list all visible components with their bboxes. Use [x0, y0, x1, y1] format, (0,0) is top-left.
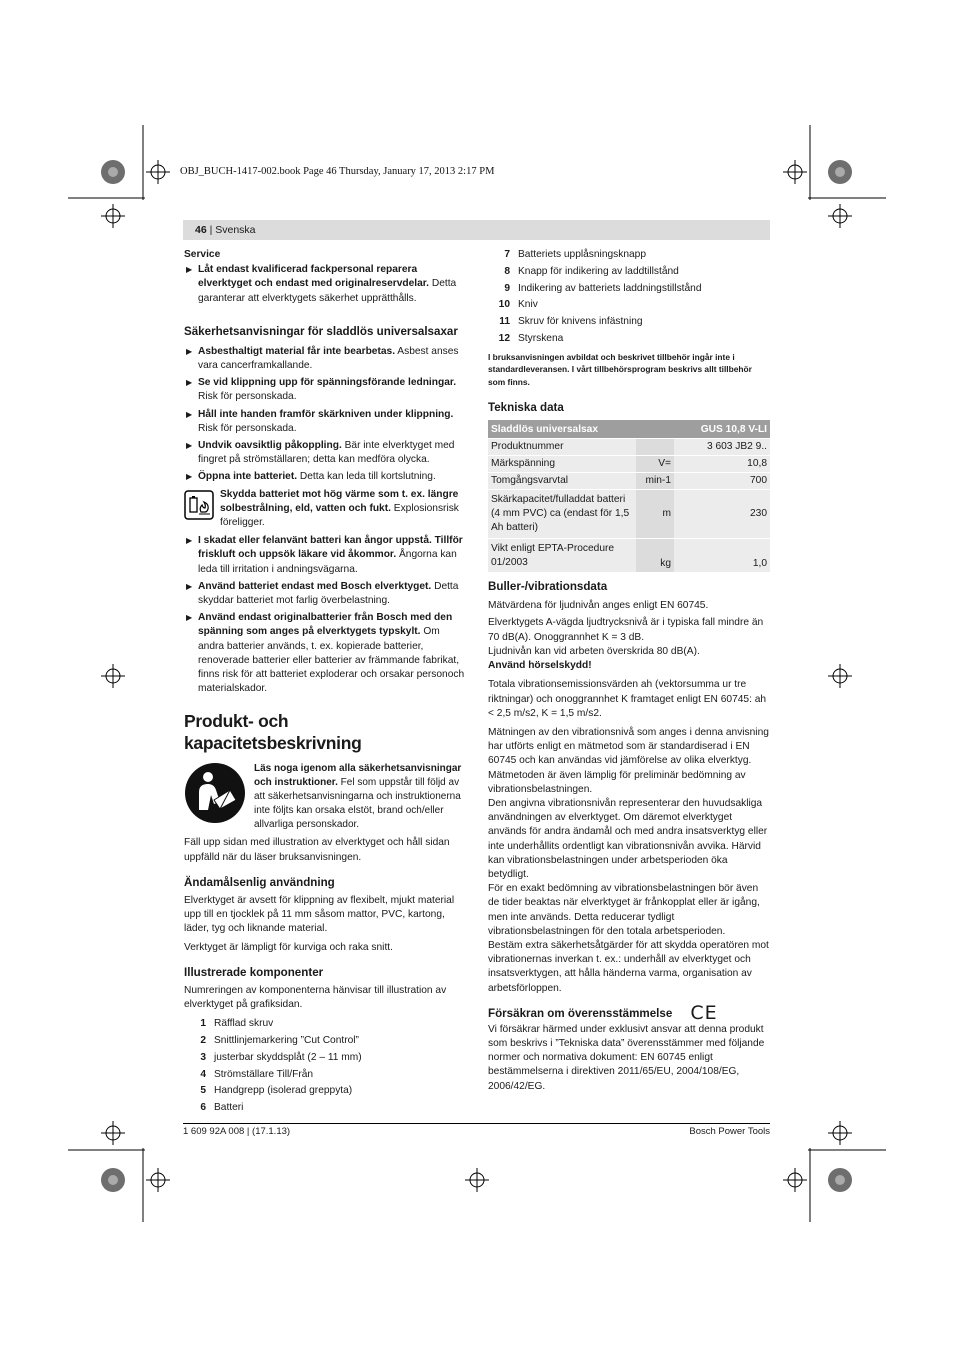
- bullet-bold: I skadat eller felanvänt batteri kan ångor uppstå. Tillför friskluft och uppsök läkare vid åkommor.: [198, 535, 463, 561]
- noise-p5: Totala vibrationsemissionsvärden ah (vektorsumma ur tre riktningar) och onoggrannhet K framtaget enligt EN 60745: ah < 2,5 m/s2, K = 1,5 m/s2.: [488, 679, 767, 719]
- noise-p1: Mätvärdena för ljudnivån anges enligt EN 60745.: [488, 600, 709, 612]
- table-cell-unit: V=: [636, 456, 674, 473]
- conformity-heading: Försäkran om överensstämmelse: [488, 1006, 673, 1020]
- components-list-right: [488, 247, 770, 348]
- bullet-bold: Använd batteriet endast med Bosch elverktyget.: [198, 580, 432, 592]
- read-instructions-text: Fel som uppstår till följd av att säkerhetsanvisningarna och instruktionerna inte följts kan orsaka elstöt, brand och/eller allvarliga personskador.: [254, 777, 461, 831]
- noise-p3: Ljudnivån kan vid arbeten överskrida 80 dB(A).: [488, 645, 700, 657]
- accessory-note: I bruksanvisningen avbildat och beskrivet tillbehör ingår inte i standardleveransen. I vårt tillbehörsprogram beskrivs allt tillbehör som finns.: [488, 351, 752, 387]
- use-text-2: Verktyget är lämpligt för kurviga och raka snitt.: [184, 941, 393, 953]
- item-number: 4: [200, 1068, 206, 1080]
- item-number: 7: [504, 249, 510, 260]
- bullet-text: Risk för personskada.: [198, 422, 297, 434]
- noise-heading: Buller-/vibrationsdata: [488, 580, 608, 594]
- list-item: [184, 1016, 466, 1033]
- item-label: Knapp för indikering av laddtillstånd: [518, 265, 679, 277]
- list-item: [488, 247, 770, 264]
- list-item: [184, 1050, 466, 1067]
- heat-warning-text: Explosionsrisk föreligger.: [220, 502, 459, 529]
- table-cell-unit: [636, 439, 674, 456]
- list-item: [184, 1083, 466, 1100]
- item-label: justerbar skyddsplåt (2 – 11 mm): [214, 1051, 362, 1063]
- table-cell-value: 230: [674, 490, 770, 539]
- item-label: Batteriets upplåsningsknapp: [518, 249, 646, 260]
- noise-p9: Bestäm extra säkerhetsåtgärder för att skydda operatören mot vibrationernas inverkan t. ex.: underhåll av elverktyget och insatsverktygen, att hålla händerna varma, organisation av arbetsförloppen.: [488, 939, 769, 994]
- item-label: Handgrepp (isolerad greppyta): [214, 1085, 353, 1097]
- item-number: 5: [200, 1085, 206, 1097]
- item-number: 3: [200, 1051, 206, 1063]
- bullet-text: Detta skyddar batteriet mot farlig överbelastning.: [198, 580, 459, 607]
- noise-p8: För en exakt bedömning av vibrationsbelastningen bör även de tider beaktas när elverktyget är frånkopplat eller är igång, men inte används. Detta reducerar tydligt vibrationsbelastningen för den totala arbetsperioden.: [488, 883, 760, 937]
- list-item: [184, 1100, 466, 1117]
- item-label: Batteri: [214, 1102, 244, 1114]
- conformity-header: [488, 1002, 770, 1025]
- footer-left: 1 609 92A 008 | (17.1.13): [183, 1126, 291, 1137]
- page-header: [183, 220, 770, 240]
- item-number: 9: [504, 282, 510, 294]
- ce-mark-icon: CE: [690, 1002, 718, 1025]
- list-item: [488, 331, 770, 348]
- safety-bullets-2: [184, 534, 466, 696]
- service-bullet-bold: Låt endast kvalificerad fackpersonal reparera elverktyget och endast med originalreservdelar.: [198, 264, 430, 290]
- bullet-text: Risk för personskada.: [198, 391, 297, 403]
- components-intro: Numreringen av komponenterna hänvisar till illustration av elverktyget på grafiksidan.: [184, 984, 447, 1010]
- table-row: [488, 456, 770, 473]
- safety-bullet: [184, 345, 466, 373]
- table-cell-unit: kg: [636, 539, 674, 573]
- footer-divider: [183, 1123, 770, 1124]
- item-number: 1: [200, 1018, 206, 1030]
- bullet-bold: Använd endast originalbatterier från Bosch med den spänning som anges på elverktygets typskylt.: [198, 612, 453, 638]
- list-item: [184, 1033, 466, 1050]
- table-cell-value: 700: [674, 473, 770, 490]
- item-label: Snittlinjemarkering ”Cut Control”: [214, 1034, 359, 1046]
- bullet-text: Ångorna kan leda till irritation i andningsvägarna.: [198, 549, 457, 575]
- table-cell-label: Tomgångsvarvtal: [488, 473, 636, 490]
- table-cell-label: Skärkapacitet/fulladdat batteri (4 mm PVC) ca (endast för 1,5 Ah batteri): [488, 490, 636, 539]
- bullet-text: Om andra batterier används, t. ex. kopierade batterier, renoverade batterier eller batterier av främmande fabrikat, finns risk för att batteriet exploderar och orsakar personoch materialskador.: [198, 626, 465, 695]
- table-row: [488, 439, 770, 456]
- item-label: Styrskena: [518, 332, 564, 344]
- bullet-text: Asbest anses vara cancerframkallande.: [198, 345, 459, 372]
- page-number: 46: [195, 224, 207, 236]
- table-cell-value: 10,8: [674, 456, 770, 473]
- heat-warning-bold: Skydda batteriet mot hög värme som t. ex. längre solbestrålning, eld, vatten och fukt.: [220, 488, 459, 514]
- table-row: [488, 539, 770, 573]
- safety-bullet: [184, 580, 466, 608]
- noise-p2: Elverktygets A-vägda ljudtrycksnivå är i typiska fall mindre än 70 dB(A). Onoggrannhet K = 3 dB.: [488, 617, 764, 643]
- item-label: Skruv för knivens infästning: [518, 316, 643, 328]
- service-bullet-text: Detta garanterar att elverktygets säkerhet upprätthålls.: [198, 278, 457, 304]
- item-label: Indikering av batteriets laddningstillstånd: [518, 282, 702, 294]
- service-heading: Service: [184, 249, 221, 260]
- item-label: Kniv: [518, 299, 538, 311]
- table-header-value: GUS 10,8 V-LI: [674, 420, 770, 439]
- tech-heading: Tekniska data: [488, 401, 564, 415]
- item-label: Strömställare Till/Från: [214, 1068, 314, 1080]
- bullet-text: Bär inte elverktyget med fingret på strömställaren; detta kan medföra olycka.: [198, 440, 455, 466]
- safety-bullet: [184, 408, 466, 436]
- table-cell-unit: min-1: [636, 473, 674, 490]
- safety-bullet: [184, 439, 466, 467]
- noise-p7: Den angivna vibrationsnivån representerar den huvudsakliga användningen av elverktyget. Om däremot elverktyget används för andra ändamål och med andra insatsverktyg eller inte underhållits ordentligt kan vibrationsnivån avvika. Härvid kan vibrationsbelastningen under arbetsperioden öka betydligt.: [488, 797, 768, 880]
- noise-p6: Mätningen av den vibrationsnivå som anges i denna anvisning har utförts enligt en mätmetod som är standardiserad i EN 60745 och kan användas vid jämförelse av olika elverktyg. Mätmetoden är även lämplig för preliminär bedömning av vibrationsbelastningen.: [488, 726, 769, 795]
- heat-warning: [184, 488, 466, 531]
- bullet-bold: Undvik oavsiktlig påkoppling.: [198, 440, 342, 452]
- use-heading: Ändamålsenlig användning: [184, 875, 335, 889]
- safety-bullets: [184, 345, 466, 485]
- safety-bullet: [184, 534, 466, 577]
- item-number: 10: [498, 299, 510, 311]
- table-cell-value: 3 603 JB2 9..: [674, 439, 770, 456]
- safety-bullet: [184, 470, 466, 484]
- right-column: [488, 247, 770, 1094]
- item-number: 11: [499, 316, 510, 328]
- table-cell-label: Produktnummer: [488, 439, 636, 456]
- list-item: [488, 297, 770, 314]
- list-item: [488, 281, 770, 298]
- bullet-bold: Se vid klippning upp för spänningsförande ledningar.: [198, 377, 457, 389]
- list-item: [488, 314, 770, 331]
- item-number: 2: [200, 1034, 206, 1046]
- table-cell-label: Vikt enligt EPTA-Procedure 01/2003: [488, 539, 636, 573]
- table-cell-label: Märkspänning: [488, 456, 636, 473]
- tech-data-table: [488, 420, 770, 573]
- table-cell-unit: m: [636, 490, 674, 539]
- header-language: Svenska: [215, 224, 256, 236]
- footer-right: Bosch Power Tools: [689, 1126, 770, 1137]
- list-item: [184, 1067, 466, 1084]
- read-instructions-bold: Läs noga igenom alla säkerhetsanvisningar och instruktioner.: [254, 763, 462, 789]
- header-separator: |: [206, 224, 216, 236]
- fold-instruction: Fäll upp sidan med illustration av elverktyget och håll sidan uppfälld när du läser bruksanvisningen.: [184, 837, 450, 863]
- read-instructions: [184, 762, 466, 832]
- bullet-bold: Öppna inte batteriet.: [198, 471, 298, 483]
- bullet-bold: Håll inte handen framför skärkniven under klippning.: [198, 408, 454, 420]
- bullet-text: Detta kan leda till kortslutning.: [297, 471, 436, 483]
- safety-bullet: [184, 376, 466, 404]
- table-row: [488, 490, 770, 539]
- battery-heat-warning-icon: [184, 490, 214, 520]
- table-cell-value: 1,0: [674, 539, 770, 573]
- list-item: [488, 264, 770, 281]
- table-header-row: [488, 420, 770, 439]
- read-manual-icon: [184, 762, 246, 824]
- table-header-label: Sladdlös universalsax: [488, 420, 674, 439]
- safety-heading: Säkerhetsanvisningar för sladdlös universalsaxar: [184, 324, 458, 338]
- print-info-line: OBJ_BUCH-1417-002.book Page 46 Thursday, January 17, 2013 2:17 PM: [180, 166, 495, 177]
- components-list-left: [184, 1016, 466, 1117]
- components-heading: Illustrerade komponenter: [184, 965, 324, 979]
- item-label: Räfflad skruv: [214, 1018, 274, 1030]
- noise-p4: Använd hörselskydd!: [488, 660, 592, 672]
- table-row: [488, 473, 770, 490]
- item-number: 6: [200, 1102, 206, 1114]
- use-text-1: Elverktyget är avsett för klippning av flexibelt, mjukt material upp till en tjocklek på 11 mm såsom mattor, PVC, kartong, läder, tyg och liknande material.: [184, 894, 455, 935]
- bullet-bold: Asbesthaltigt material får inte bearbetas.: [198, 345, 396, 357]
- left-column: [184, 248, 466, 1117]
- item-number: 8: [504, 265, 510, 277]
- service-bullet: [184, 263, 466, 306]
- safety-bullet: [184, 611, 466, 696]
- item-number: 12: [498, 332, 510, 344]
- product-heading: Produkt- och kapacitetsbeskrivning: [184, 711, 362, 754]
- conformity-text: Vi försäkrar härmed under exklusivt ansvar att denna produkt som beskrivs i ”Tekniska data” överensstämmer med följande normer och normativa dokument: EN 60745 enligt bestämmelserna i direktiven 2011/65/EU, 2004/108/EG, 2006/42/EG.: [488, 1023, 765, 1092]
